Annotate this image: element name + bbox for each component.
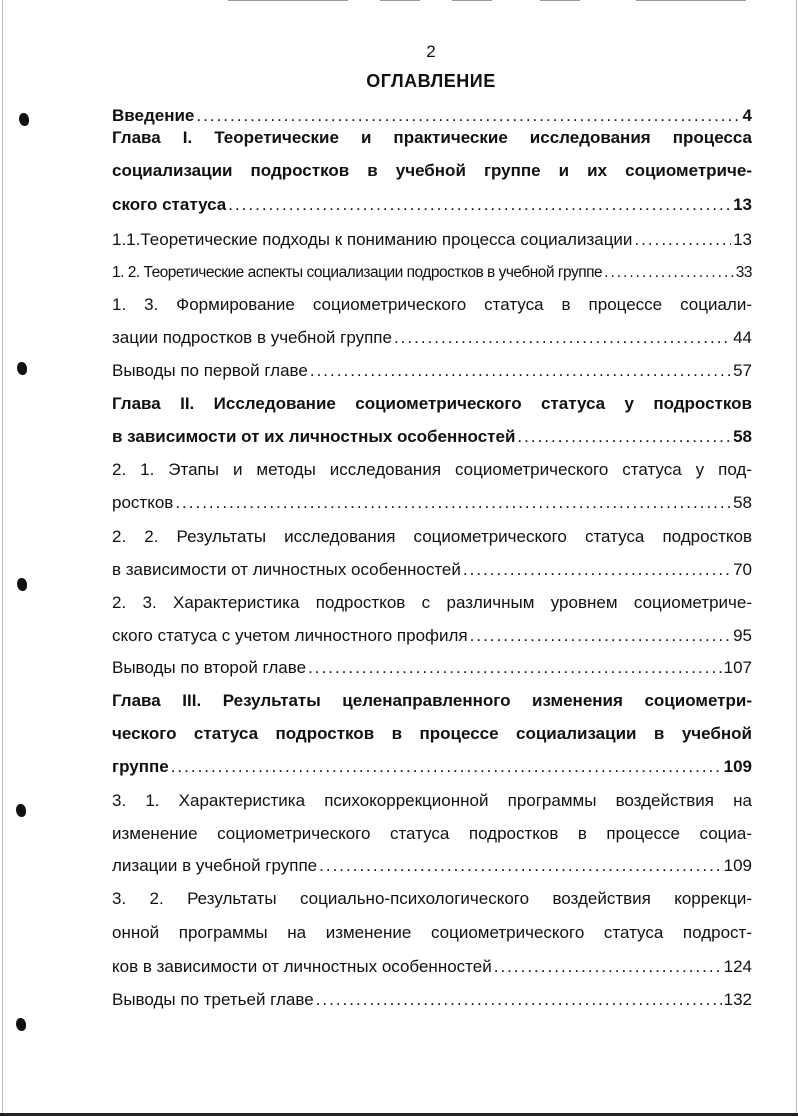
toc-chapter-3-line-2: ческого статуса подростков в процессе социализации в учебной (112, 724, 752, 743)
toc-entry-page: 124 (723, 957, 752, 976)
toc-entry-page: 33 (735, 264, 752, 281)
toc-entry-page: 44 (733, 328, 752, 347)
toc-entry-title: ков в зависимости от личностных особенностей (112, 957, 492, 976)
toc-entry-title: зации подростков в учебной группе (112, 328, 392, 347)
scan-top-line (540, 0, 580, 1)
toc-section-3-2-line-3 (112, 955, 752, 979)
toc-entry-page: 58 (733, 493, 752, 512)
scan-top-line (636, 0, 746, 1)
toc-entry-page: 107 (723, 658, 752, 677)
scan-top-line (380, 0, 420, 1)
toc-section-3-1-line-1: 3. 1. Характеристика психокоррекционной программы воздействия на (112, 791, 752, 810)
page-number: 2 (426, 42, 436, 61)
toc-section-2-2-line-1: 2. 2. Результаты исследования социометрического статуса подростков (112, 527, 752, 546)
toc-section-2-2-line-2 (112, 558, 752, 582)
leader-dots (517, 425, 731, 449)
toc-entry-page: 95 (733, 626, 752, 645)
toc-section-2-1-line-2 (112, 491, 752, 515)
leader-dots (494, 955, 722, 979)
toc-section-1-3-line-2 (112, 326, 752, 350)
leader-dots (175, 491, 731, 515)
toc-entry-page: 57 (733, 361, 752, 380)
toc-entry-page: 13 (733, 230, 752, 249)
toc-chapter-1-line-1: Глава I. Теоретические и практические исследования процесса (112, 128, 752, 147)
toc-entry-title: Выводы по третьей главе (112, 990, 314, 1009)
toc-section-1-3-line-1: 1. 3. Формирование социометрического статуса в процессе социали- (112, 295, 752, 314)
scan-top-line (452, 0, 492, 1)
toc-entry-title: 1. 2. Теоретические аспекты социализации подростков в учебной группе (112, 264, 603, 281)
toc-chapter-2-line-2 (112, 425, 752, 449)
binding-hole-mark (19, 113, 29, 126)
leader-dots (394, 326, 731, 350)
scan-left-edge (2, 0, 3, 1116)
toc-entry-title: группе (112, 757, 169, 776)
toc-section-1-1 (112, 228, 752, 252)
leader-dots (228, 193, 731, 217)
toc-chapter-1-line-2: социализации подростков в учебной группе и их социометриче- (112, 161, 752, 180)
toc-entry-title: ского статуса (112, 195, 227, 214)
toc-chapter-3-line-1: Глава III. Результаты целенаправленного изменения социометри- (112, 691, 752, 710)
toc-chapter-3-line-3 (112, 755, 752, 779)
leader-dots (319, 854, 722, 878)
leader-dots (463, 558, 731, 582)
leader-dots (634, 228, 731, 252)
toc-section-3-1-line-3 (112, 854, 752, 878)
toc-entry-title: лизации в учебной группе (112, 856, 318, 875)
toc-entry-page: 70 (733, 560, 752, 579)
scan-top-line (228, 0, 348, 1)
toc-entry-page: 109 (723, 757, 752, 776)
toc-entry-page: 109 (723, 856, 752, 875)
toc-entry-page: 58 (733, 427, 752, 446)
toc-section-2-3-line-2 (112, 624, 752, 648)
toc-entry-page: 13 (733, 195, 752, 214)
toc-section-3-1-line-2: изменение социометрического статуса подростков в процессе социа- (112, 824, 752, 843)
toc-section-3-2-line-1: 3. 2. Результаты социально-психологического воздействия коррекци- (112, 889, 752, 908)
toc-entry-title: ского статуса с учетом личностного профиля (112, 626, 468, 645)
toc-entry-page: 4 (742, 106, 752, 125)
toc-entry-title: в зависимости от их личностных особенностей (112, 427, 516, 446)
toc-entry-title: Выводы по первой главе (112, 361, 308, 380)
toc-section-2-1-line-1: 2. 1. Этапы и методы исследования социометрического статуса у под- (112, 460, 752, 479)
toc-entry-title: Введение (112, 106, 195, 125)
leader-dots (171, 755, 722, 779)
toc-entry-title: ростков (112, 493, 174, 512)
toc-title: ОГЛАВЛЕНИЕ (366, 71, 496, 91)
toc-entry-page: 132 (723, 990, 752, 1009)
leader-dots (470, 624, 731, 648)
toc-chapter-1-line-3 (112, 193, 752, 217)
leader-dots (308, 656, 722, 680)
scan-right-edge (796, 0, 797, 1116)
toc-section-1-2 (112, 261, 752, 285)
toc-summary-2 (112, 656, 752, 680)
toc-entry-title: в зависимости от личностных особенностей (112, 560, 461, 579)
toc-chapter-2-line-1: Глава II. Исследование социометрического статуса у подростков (112, 394, 752, 413)
leader-dots (604, 261, 734, 285)
leader-dots (316, 988, 722, 1012)
toc-summary-1 (112, 359, 752, 383)
binding-hole-mark (16, 804, 26, 817)
leader-dots (196, 104, 740, 128)
toc-section-2-3-line-1: 2. 3. Характеристика подростков с различным уровнем социометриче- (112, 593, 752, 612)
toc-entry-intro (112, 104, 752, 128)
toc-summary-3 (112, 988, 752, 1012)
binding-hole-mark (17, 362, 27, 375)
toc-entry-title: Выводы по второй главе (112, 658, 307, 677)
toc-section-3-2-line-2: онной программы на изменение социометрического статуса подрост- (112, 923, 752, 942)
binding-hole-mark (17, 578, 27, 591)
binding-hole-mark (16, 1018, 26, 1031)
toc-entry-title: 1.1.Теоретические подходы к пониманию процесса социализации (112, 230, 633, 249)
leader-dots (310, 359, 731, 383)
